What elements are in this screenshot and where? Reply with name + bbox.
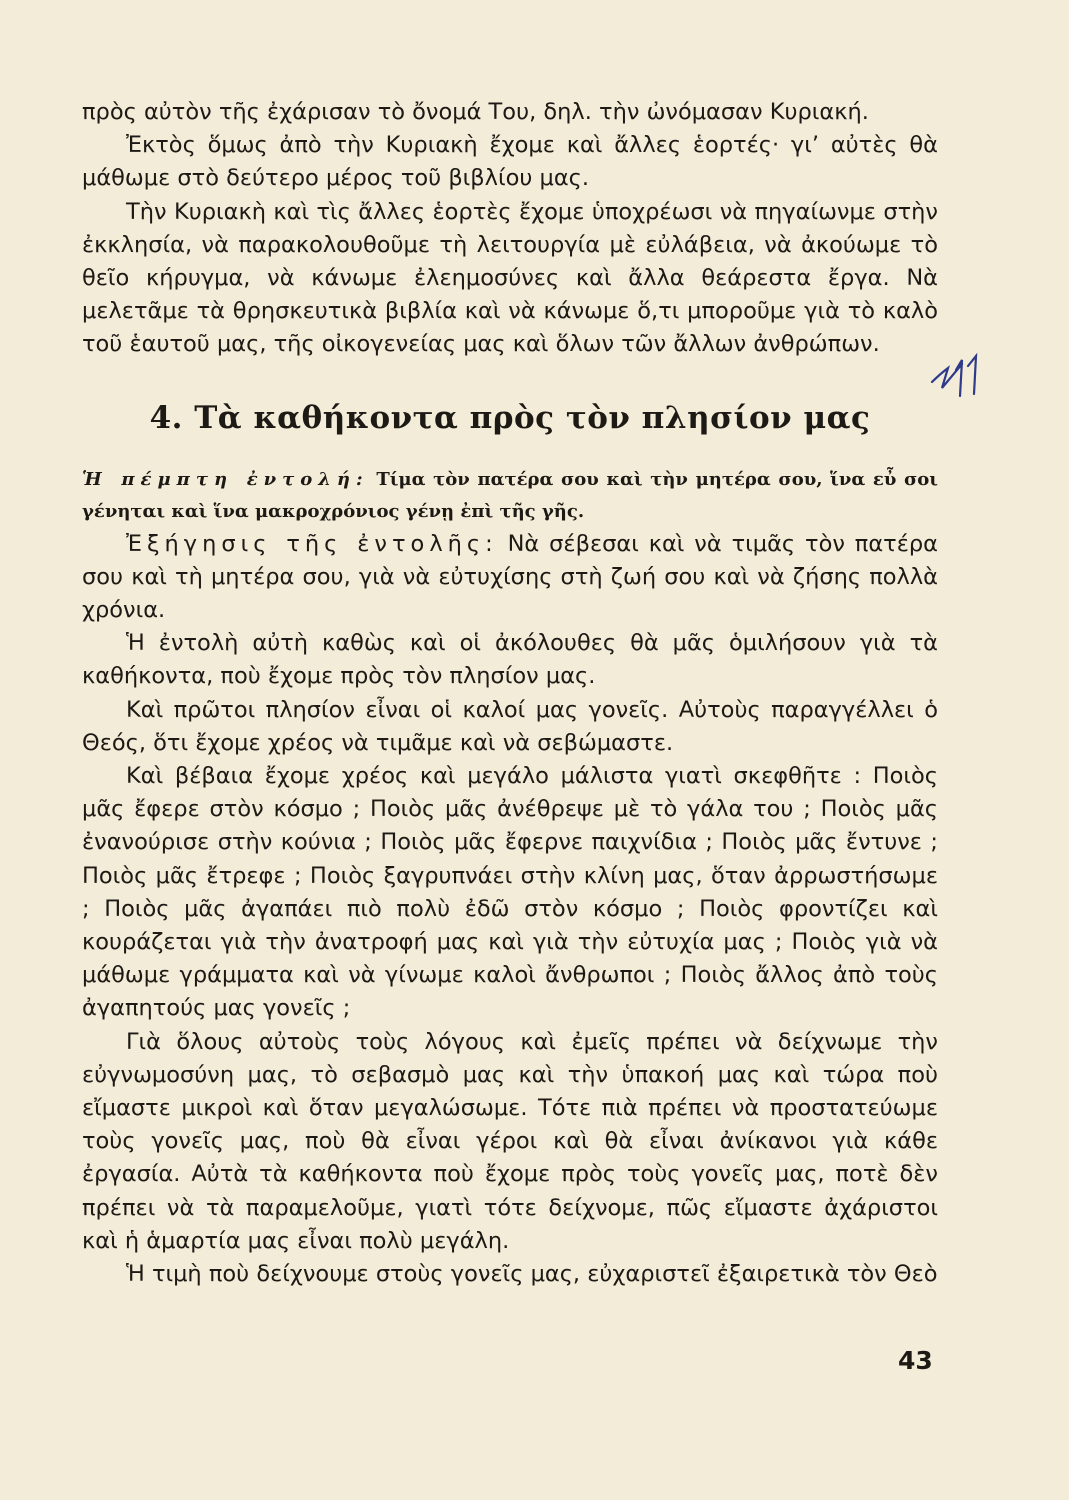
paragraph-intro-duties: Ἡ ἐντολὴ αὐτὴ καθὼς καὶ οἱ ἀκόλουθες θὰ μᾶς ὁμιλήσουν γιὰ τὰ καθήκοντα, ποὺ ἔχομε πρὸς τὸν πλησίον μας. xyxy=(82,630,938,690)
paragraph-parents: Καὶ πρῶτοι πλησίον εἶναι οἱ καλοί μας γονεῖς. Αὐτοὺς παραγγέλλει ὁ Θεός, ὅτι ἔχομε χρέος νὰ τιμᾶμε καὶ νὰ σεβώμαστε. xyxy=(82,696,938,756)
explanation-text: Νὰ σέβεσαι καὶ νὰ τιμᾶς τὸν πατέρα σου καὶ τὴ μητέρα σου, γιὰ νὰ εὐτυχίσης στὴ ζωή σου καὶ νὰ ζήσης πολλὰ χρόνια. xyxy=(82,530,939,624)
page-number: 43 xyxy=(898,1346,933,1375)
paragraph-feasts: Ἐκτὸς ὅμως ἀπὸ τὴν Κυριακὴ ἔχομε καὶ ἄλλες ἑορτές· γι’ αὐτὲς θὰ μάθωμε στὸ δεύτερο μέρος τοῦ βιβλίου μας. xyxy=(82,132,938,192)
paragraph-questions: Καὶ βέβαια ἔχομε χρέος καὶ μεγάλο μάλιστα γιατὶ σκεφθῆτε : Ποιὸς μᾶς ἔφερε στὸν κόσμο ; Ποιὸς μᾶς ἀνέθρεψε μὲ τὸ γάλα του ; Ποιὸς μᾶς ἐνανούρισε στὴν κούνια ; Ποιὸς μᾶς ἔφερνε παιχνίδια ; Ποιὸς μᾶς ἔντυνε ; Ποιὸς μᾶς ἔτρεφε ; Ποιὸς ξαγρυπνάει στὴν κλίνη μας, ὅταν ἀρρωστήσωμε ; Ποιὸς μᾶς ἀγαπάει πιὸ πολὺ ἐδῶ στὸν κόσμο ; Ποιὸς φροντίζει καὶ κουράζεται γιὰ τὴν ἀνατροφή μας καὶ γιὰ τὴν εὐτυχία μας ; Ποιὸς γιὰ νὰ μάθωμε γράμματα καὶ νὰ γίνωμε καλοὶ ἄνθρωποι ; Ποιὸς ἄλλος ἀπὸ τοὺς ἀγαπητούς μας γονεῖς ; xyxy=(82,763,938,1022)
commandment-text: Τίμα τὸν πατέρα σου καὶ τὴν μητέρα σου, ἵνα εὖ σοι γένηται καὶ ἵνα μακροχρόνιος γένῃ ἐπὶ τῆς γῆς. xyxy=(82,468,938,522)
section-title: 4. Τὰ καθήκοντα πρὸς τὸν πλησίον μας xyxy=(149,399,871,436)
explanation xyxy=(82,528,938,628)
commandment xyxy=(82,464,938,528)
paragraph-continuation: πρὸς αὐτὸν τῆς ἐχάρισαν τὸ ὄνομά Του, δηλ. τὴν ὠνόμασαν Κυριακή. xyxy=(82,99,869,125)
commandment-label: Ἡ πέμπτη ἐντολή: xyxy=(82,468,369,490)
page-body xyxy=(82,96,938,1291)
paragraph-sunday-duties: Τὴν Κυριακὴ καὶ τὶς ἄλλες ἑορτὲς ἔχομε ὑποχρέωσι νὰ πηγαίωνμε στὴν ἐκκλησία, νὰ παρακολουθοῦμε τὴ λειτουργία μὲ εὐλάβεια, νὰ ἀκούωμε τὸ θεῖο κήρυγμα, νὰ κάνωμε ἐλεημοσύνες καὶ ἄλλα θεάρεστα ἔργα. Νὰ μελετᾶμε τὰ θρησκευτικὰ βιβλία καὶ νὰ κάνωμε ὅ,τι μποροῦμε γιὰ τὸ καλὸ τοῦ ἑαυτοῦ μας, τῆς οἰκογενείας μας καὶ ὅλων τῶν ἄλλων ἀνθρώπων. xyxy=(82,198,938,358)
paragraph-honor: Ἡ τιμὴ ποὺ δείχνουμε στοὺς γονεῖς μας, εὐχαριστεῖ ἐξαιρετικὰ τὸν Θεὸ xyxy=(126,1261,938,1288)
explanation-label: Ἐξήγησις τῆς ἐντολῆς: xyxy=(126,530,498,557)
paragraph-gratitude: Γιὰ ὅλους αὐτοὺς τοὺς λόγους καὶ ἐμεῖς πρέπει νὰ δείχνωμε τὴν εὐγνωμοσύνη μας, τὸ σεβασμὸ μας καὶ τὴν ὑπακοή μας καὶ τώρα ποὺ εἴμαστε μικροὶ καὶ ὅταν μεγαλώσωμε. Τότε πιὰ πρέπει νὰ προστατεύωμε τοὺς γονεῖς μας, ποὺ θὰ εἶναι γέροι καὶ θὰ εἶναι ἀνίκανοι γιὰ κάθε ἐργασία. Αὐτὰ τὰ καθήκοντα ποὺ ἔχομε πρὸς τοὺς γονεῖς μας, ποτὲ δὲν πρέπει νὰ τὰ παραμελοῦμε, γιατὶ τότε δείχνομε, πῶς εἴμαστε ἀχάριστοι καὶ ἡ ἁμαρτία μας εἶναι πολὺ μεγάλη. xyxy=(82,1028,938,1254)
handwritten-mark xyxy=(928,334,998,400)
